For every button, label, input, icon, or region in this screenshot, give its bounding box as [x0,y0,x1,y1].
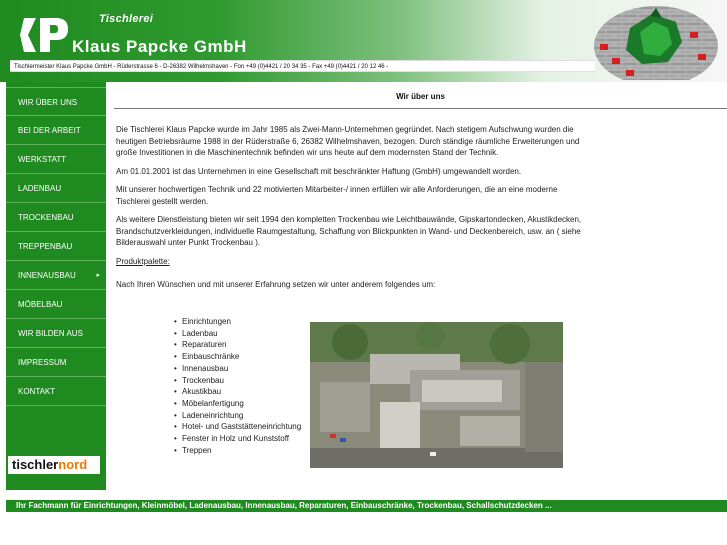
nav-item-label: INNENAUSBAU [18,271,76,280]
list-item: • Möbelanfertigung [174,398,314,410]
paragraph: Am 01.01.2001 ist das Unternehmen in eine Gesellschaft mit beschränkter Haftung (GmbH) umgewandelt worden. [116,166,522,176]
list-item: • Akustikbau [174,386,314,398]
nav-item-moebelbau[interactable] [6,290,106,319]
nav-item-label: WIR ÜBER UNS [18,98,78,107]
nav-item-label: MÖBELBAU [18,300,63,309]
nav-item-treppenbau[interactable] [6,232,106,261]
nav-item-label: BEI DER ARBEIT [18,126,81,135]
nav-item-kontakt[interactable] [6,377,106,406]
list-item: • Ladenbau [174,328,314,340]
list-item: • Treppen [174,445,314,457]
list-item: • Ladeneinrichtung [174,410,314,422]
paragraph: Mit unserer hochwertigen Technik und 22 motivierten Mitarbeiter-/ innen erfüllen wir alle Anforderungen, die an eine moderne Tischlerei gestellt werden. [116,185,558,206]
main-content [114,82,727,490]
nav-item-ladenbau[interactable] [6,174,106,203]
list-item: • Einbauschränke [174,351,314,363]
content-body [116,124,586,298]
list-item: • Reparaturen [174,339,314,351]
nav-item-label: TREPPENBAU [18,242,73,251]
nav-item-label: WIR BILDEN AUS [18,329,83,338]
paragraph: Die Tischlerei Klaus Papcke wurde im Jahr 1985 als Zwei-Mann-Unternehmen gegründet. Nach stetigem Aufschwung wurden die heutigen Betriebsräume 1988 in der Rüderstraße 6, 26382 Wilhelmshaven, bezogen. Durch ständige räumliche Erweiterungen und große Investitionen in die Maschinentechnik befinden wir uns heute auf dem modernsten Stand der Technik. [116,125,580,157]
aerial-photo-workshop [310,322,563,468]
nav-item-label: TROCKENBAU [18,213,74,222]
nav-item-wir-ueber-uns[interactable] [6,87,106,116]
nav-item-label: IMPRESSUM [18,358,67,367]
nav-item-impressum[interactable] [6,348,106,377]
nav-item-wir-bilden-aus[interactable] [6,319,106,348]
list-item: • Fenster in Holz und Kunststoff [174,433,314,445]
list-item: • Trockenbau [174,375,314,387]
nav-item-label: WERKSTATT [18,155,67,164]
brand-title[interactable]: Klaus Papcke GmbH [72,37,247,56]
submenu-arrow-icon: ▸ [96,272,100,279]
nav-item-label: KONTAKT [18,387,56,396]
brick-wall-emblem-icon [590,6,720,80]
site-header [0,0,727,82]
sidebar-nav [6,82,106,490]
paragraph: Als weitere Dienstleistung bieten wir seit 1994 den kompletten Trockenbau wie Leichtbauwände, Gipskartondecken, Akustikdecken, Brandschutzverkleidungen, individuelle Raumgestaltung, Schaffung von Blickpunkten in Wand- und Deckenbereich, usw. an ( siehe Bilderauswahl unter Punkt Trockenbau ). [116,215,582,247]
tischlernord-logo[interactable]: tischlernord [8,456,100,474]
nav-item-label: LADENBAU [18,184,62,193]
address-bar: Tischlermeister Klaus Papcke GmbH - Rüderstrasse 6 - D-26382 Wilhelmshaven - Fon +49 (0)4421 / 20 34 35 - Fax +49 (0)4421 / 20 12 46 - [10,60,595,72]
product-palette-heading: Produktpalette: [116,256,170,266]
nav-item-bei-der-arbeit[interactable] [6,116,106,145]
divider [114,108,727,109]
nav-item-werkstatt[interactable] [6,145,106,174]
paragraph: Nach Ihren Wünschen und mit unserer Erfahrung setzen wir unter anderem folgendes um: [116,280,436,289]
page-title: Wir über uns [396,92,445,101]
list-item: • Innenausbau [174,363,314,375]
list-item: • Einrichtungen [174,316,314,328]
nav-item-innenausbau[interactable] [6,261,106,290]
nav-item-trockenbau[interactable] [6,203,106,232]
footer-bar: Ihr Fachmann für Einrichtungen, Kleinmöbel, Ladenausbau, Innenausbau, Reparaturen, Einbauschränke, Trockenbau, Schallschutzdecken ... [6,500,727,512]
brand-subtitle: Tischlerei [99,13,154,25]
list-item: • Hotel- und Gaststätteneinrichtung [174,421,314,433]
kp-logo-icon[interactable] [20,14,70,56]
product-list [174,316,314,456]
